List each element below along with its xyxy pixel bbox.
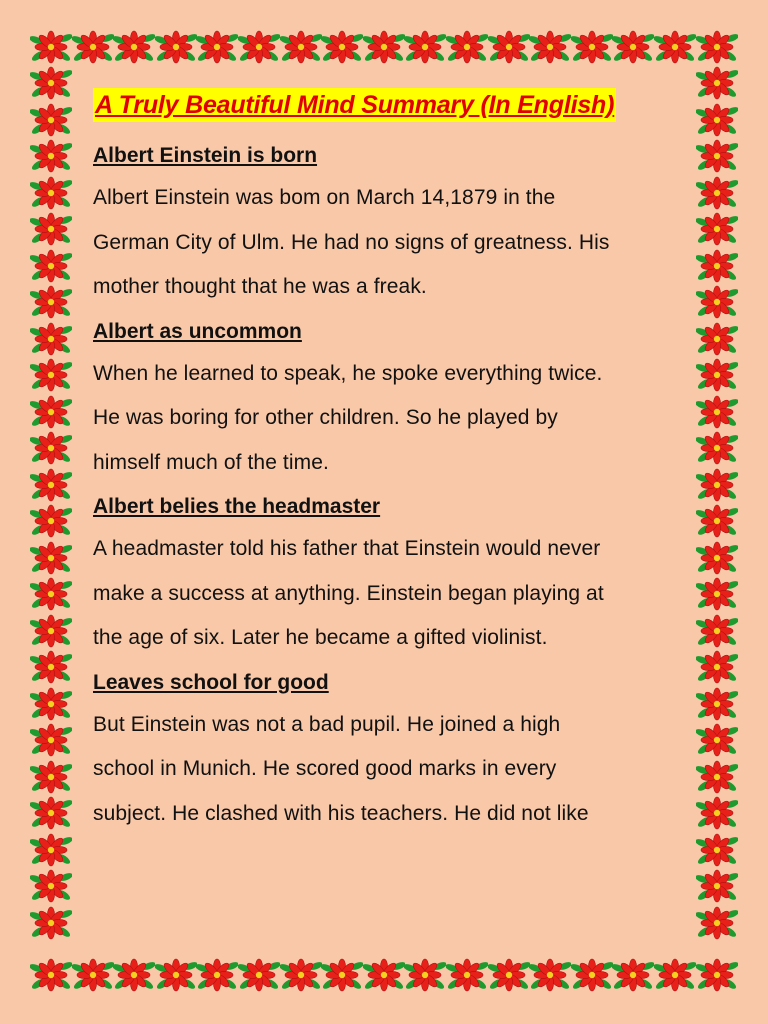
poinsettia-flower-icon [696, 723, 738, 757]
poinsettia-flower-icon [30, 958, 72, 992]
poinsettia-flower-icon [72, 30, 114, 64]
poinsettia-flower-icon [571, 30, 613, 64]
poinsettia-flower-icon [30, 103, 72, 137]
poinsettia-flower-icon [30, 504, 72, 538]
poinsettia-flower-icon [696, 285, 738, 319]
poinsettia-flower-icon [30, 212, 72, 246]
poinsettia-flower-icon [238, 30, 280, 64]
poinsettia-flower-icon [696, 212, 738, 246]
poinsettia-flower-icon [696, 395, 738, 429]
poinsettia-flower-icon [30, 285, 72, 319]
paragraph-line: mother thought that he was a freak. [93, 275, 427, 298]
poinsettia-flower-icon [30, 30, 72, 64]
poinsettia-flower-icon [696, 577, 738, 611]
section-leaves-school [93, 669, 683, 837]
paragraph-line: school in Munich. He scored good marks in every [93, 757, 557, 780]
poinsettia-flower-icon [280, 958, 322, 992]
paragraph-line: Albert Einstein was bom on March 14,1879 in the [93, 186, 556, 209]
paragraph-line: But Einstein was not a bad pupil. He joined a high [93, 712, 561, 736]
poinsettia-flower-icon [155, 30, 197, 64]
poinsettia-flower-icon [488, 30, 530, 64]
poinsettia-flower-icon [113, 958, 155, 992]
poinsettia-flower-icon [72, 958, 114, 992]
poinsettia-flower-icon [30, 249, 72, 283]
section-albert-uncommon [93, 318, 683, 486]
paragraph-line: A headmaster told his father that Einstein would never [93, 537, 601, 560]
paragraph-line: When he learned to speak, he spoke everything twice. [93, 361, 603, 385]
section-heading: Albert Einstein is born [93, 144, 318, 167]
poinsettia-flower-icon [446, 958, 488, 992]
paragraph-line: the age of six. Later he became a gifted violinist. [93, 626, 548, 649]
poinsettia-flower-icon [696, 322, 738, 356]
poinsettia-flower-icon [30, 760, 72, 794]
poinsettia-flower-icon [30, 66, 72, 100]
document-content [93, 88, 683, 844]
poinsettia-flower-icon [696, 687, 738, 721]
page-title: A Truly Beautiful Mind Summary (In English) [93, 88, 616, 122]
poinsettia-flower-icon [404, 30, 446, 64]
poinsettia-flower-icon [280, 30, 322, 64]
poinsettia-flower-icon [696, 958, 738, 992]
poinsettia-flower-icon [30, 139, 72, 173]
poinsettia-flower-icon [696, 833, 738, 867]
poinsettia-flower-icon [196, 30, 238, 64]
poinsettia-flower-icon [30, 541, 72, 575]
poinsettia-flower-icon [30, 431, 72, 465]
poinsettia-flower-icon [30, 358, 72, 392]
poinsettia-flower-icon [696, 103, 738, 137]
poinsettia-flower-icon [363, 30, 405, 64]
poinsettia-flower-icon [196, 958, 238, 992]
poinsettia-flower-icon [529, 30, 571, 64]
poinsettia-flower-icon [529, 958, 571, 992]
poinsettia-flower-icon [696, 650, 738, 684]
poinsettia-flower-icon [30, 395, 72, 429]
poinsettia-flower-icon [30, 322, 72, 356]
paragraph-line: German City of Ulm. He had no signs of greatness. His [93, 230, 610, 254]
poinsettia-flower-icon [488, 958, 530, 992]
section-heading: Leaves school for good [93, 670, 329, 694]
poinsettia-flower-icon [696, 869, 738, 903]
paragraph-line: himself much of the time. [93, 450, 329, 474]
poinsettia-flower-icon [30, 796, 72, 830]
title-wrap [93, 88, 683, 122]
poinsettia-flower-icon [30, 833, 72, 867]
poinsettia-flower-icon [696, 796, 738, 830]
poinsettia-flower-icon [446, 30, 488, 64]
section-belies-headmaster [93, 493, 683, 661]
poinsettia-flower-icon [571, 958, 613, 992]
paragraph-line: make a success at anything. Einstein began playing at [93, 581, 604, 605]
poinsettia-flower-icon [321, 30, 363, 64]
poinsettia-flower-icon [30, 723, 72, 757]
poinsettia-flower-icon [30, 906, 72, 940]
poinsettia-flower-icon [696, 431, 738, 465]
poinsettia-flower-icon [654, 958, 696, 992]
poinsettia-flower-icon [696, 468, 738, 502]
poinsettia-flower-icon [696, 66, 738, 100]
poinsettia-flower-icon [696, 504, 738, 538]
poinsettia-flower-icon [696, 30, 738, 64]
poinsettia-flower-icon [30, 577, 72, 611]
poinsettia-flower-icon [696, 541, 738, 575]
poinsettia-flower-icon [30, 614, 72, 648]
poinsettia-flower-icon [404, 958, 446, 992]
poinsettia-flower-icon [30, 468, 72, 502]
poinsettia-flower-icon [321, 958, 363, 992]
poinsettia-flower-icon [30, 869, 72, 903]
poinsettia-flower-icon [696, 139, 738, 173]
poinsettia-flower-icon [696, 614, 738, 648]
section-einstein-born [93, 142, 683, 310]
poinsettia-flower-icon [612, 30, 654, 64]
poinsettia-flower-icon [612, 958, 654, 992]
poinsettia-flower-icon [30, 687, 72, 721]
paragraph-line: He was boring for other children. So he played by [93, 406, 558, 429]
poinsettia-flower-icon [696, 906, 738, 940]
poinsettia-flower-icon [696, 249, 738, 283]
poinsettia-flower-icon [113, 30, 155, 64]
section-heading: Albert as uncommon [93, 319, 302, 343]
poinsettia-flower-icon [696, 760, 738, 794]
poinsettia-flower-icon [696, 358, 738, 392]
poinsettia-flower-icon [30, 650, 72, 684]
poinsettia-flower-icon [30, 176, 72, 210]
paragraph-line: subject. He clashed with his teachers. He did not like [93, 801, 589, 825]
section-heading: Albert belies the headmaster [93, 495, 381, 518]
poinsettia-flower-icon [363, 958, 405, 992]
poinsettia-flower-icon [654, 30, 696, 64]
poinsettia-flower-icon [155, 958, 197, 992]
poinsettia-flower-icon [238, 958, 280, 992]
poinsettia-flower-icon [696, 176, 738, 210]
